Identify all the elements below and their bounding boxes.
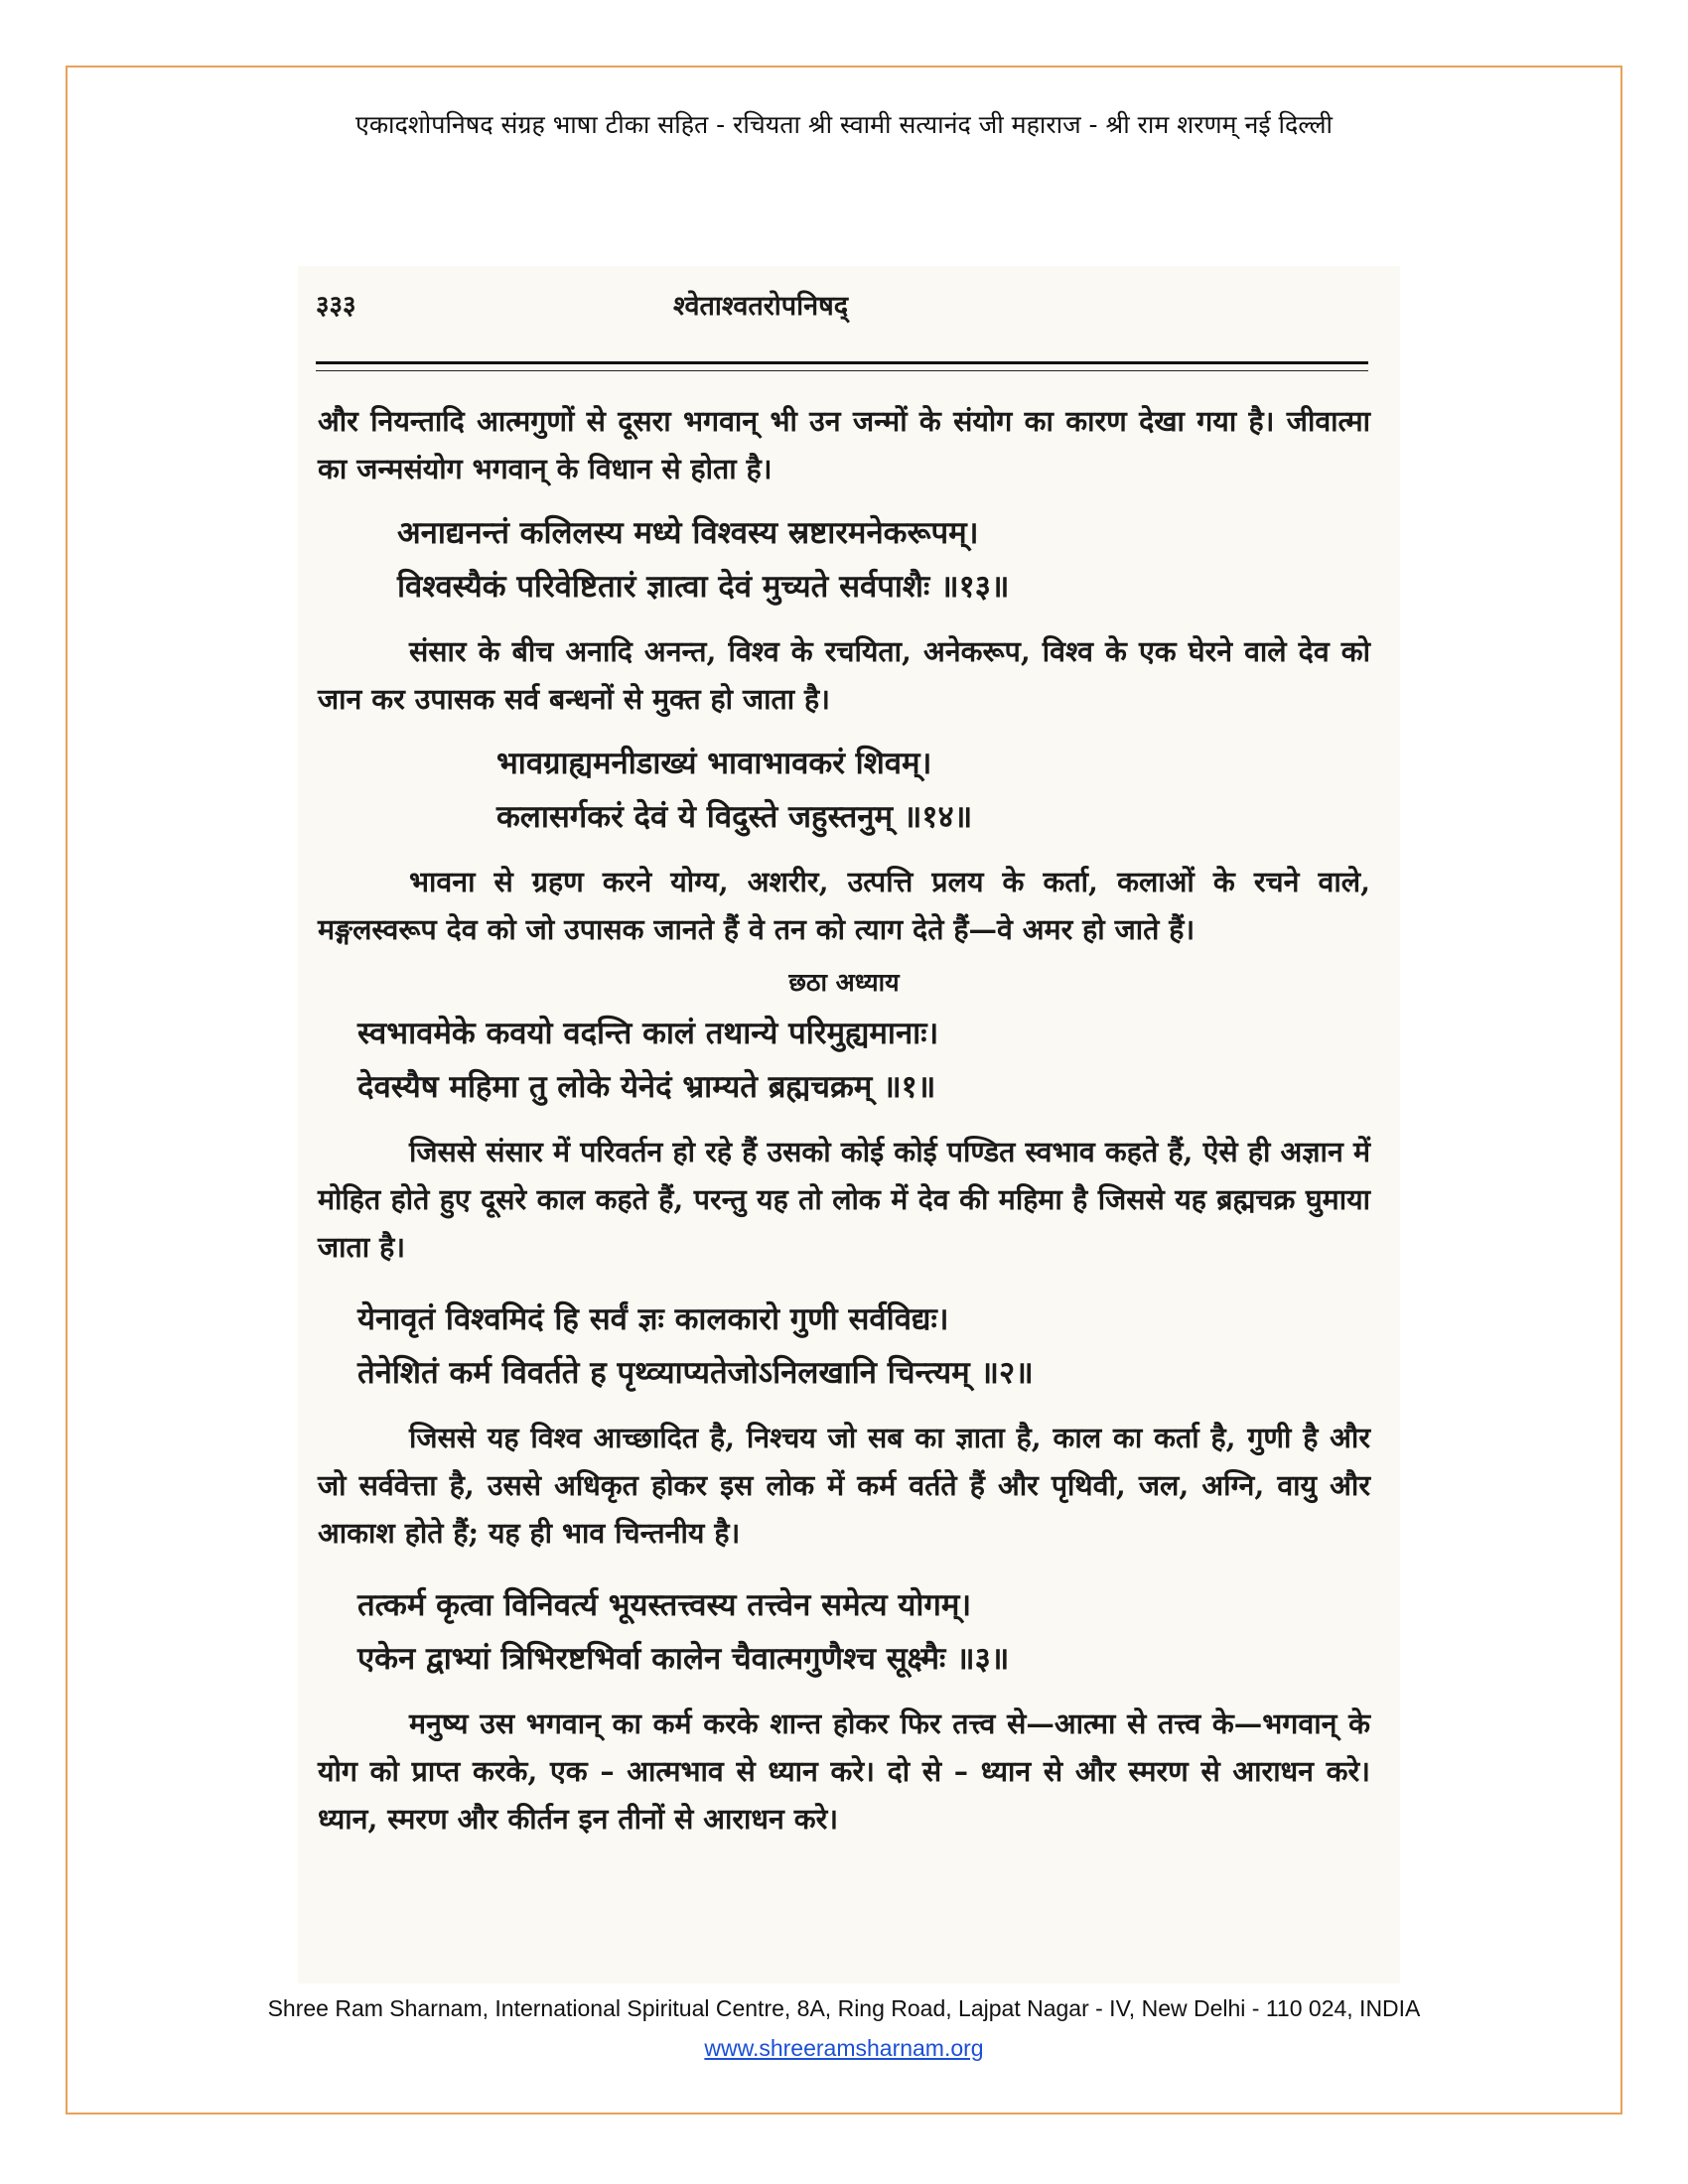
website-link[interactable]: www.shreeramsharnam.org [704,2035,984,2061]
heading-rule-thin [316,370,1368,371]
verse-line: तेनेशितं कर्म विवर्तते ह पृथ्व्याप्यतेजोऽनिलखानि चिन्त्यम् ॥२॥ [357,1355,1034,1391]
page-title: श्वेताश्वतरोपनिषद् [673,291,849,322]
verse-line: येनावृतं विश्वमिदं हि सर्वं ज्ञः कालकारो गुणी सर्वविद्यः। [357,1301,949,1337]
page-number: ३३३ [316,291,356,321]
page-heading [316,286,1368,326]
page-content [318,397,1370,1843]
chapter-heading: छठा अध्याय [788,968,900,997]
verse-line: तत्कर्म कृत्वा विनिवर्त्य भूयस्तत्त्वस्य तत्त्वेन समेत्य योगम्। [357,1587,972,1623]
commentary-paragraph: जिससे संसार में परिवर्तन हो रहे हैं उसको कोई कोई पण्डित स्वभाव कहते हैं, ऐसे ही अज्ञान में मोहित होते हुए दूसरे काल कहते हैं, परन्तु यह तो लोक में देव की महिमा है जिससे यह ब्रह्मचक्र घुमाया जाता है। [318,1135,1370,1264]
commentary-paragraph: जिससे यह विश्व आच्छादित है, निश्चय जो सब का ज्ञाता है, काल का कर्ता है, गुणी है और जो सर्ववेत्ता है, उससे अधिकृत होकर इस लोक में कर्म वर्तते हैं और पृथिवी, जल, अग्नि, वायु और आकाश होते हैं; यह ही भाव चिन्तनीय है। [318,1421,1370,1550]
verse-line: देवस्यैष महिमा तु लोके येनेदं भ्राम्यते ब्रह्मचक्रम् ॥१॥ [357,1069,936,1105]
document-header: एकादशोपनिषद संग्रह भाषा टीका सहित - रचियता श्री स्वामी सत्यानंद जी महाराज - श्री राम शरणम् नई दिल्ली [355,110,1333,139]
footer-address: Shree Ram Sharnam, International Spiritual Centre, 8A, Ring Road, Lajpat Nagar - IV, New Delhi - 110 024, INDIA [267,1995,1421,2021]
commentary-paragraph: संसार के बीच अनादि अनन्त, विश्व के रचयिता, अनेकरूप, विश्व के एक घेरने वाले देव को जान कर उपासक सर्व बन्धनों से मुक्त हो जाता है। [318,634,1370,716]
commentary-paragraph: और नियन्तादि आत्मगुणों से दूसरा भगवान् भी उन जन्मों के संयोग का कारण देखा गया है। जीवात्मा का जन्मसंयोग भगवान् के विधान से होता है। [318,404,1370,485]
verse-line: कलासर्गकरं देवं ये विदुस्ते जहुस्तनुम् ॥१४॥ [496,799,973,835]
verse-line: एकेन द्वाभ्यां त्रिभिरष्टभिर्वा कालेन चैवात्मगुणैश्च सूक्ष्मैः ॥३॥ [357,1641,1010,1677]
heading-rule-thick [316,361,1368,364]
verse-line: स्वभावमेके कवयो वदन्ति कालं तथान्ये परिमुह्यमानाः। [357,1016,939,1051]
commentary-paragraph: भावना से ग्रहण करने योग्य, अशरीर, उत्पत्ति प्रलय के कर्ता, कलाओं के रचने वाले, मङ्गलस्वरूप देव को जो उपासक जानते हैं वे तन को त्याग देते हैं—वे अमर हो जाते हैं। [318,865,1370,946]
commentary-paragraph: मनुष्य उस भगवान् का कर्म करके शान्त होकर फिर तत्त्व से—आत्मा से तत्त्व के—भगवान् के योग को प्राप्त करके, एक – आत्मभाव से ध्यान करे। दो से – ध्यान से और स्मरण से आराधन करे। ध्यान, स्मरण और कीर्तन इन तीनों से आराधन करे। [318,1706,1370,1836]
verse-line: अनाद्यनन्तं कलिलस्य मध्ये विश्वस्य स्रष्टारमनेकरूपम्। [397,515,979,551]
verse-line: भावग्राह्यमनीडाख्यं भावाभावकरं शिवम्। [496,746,932,781]
verse-line: विश्वस्यैकं परिवेष्टितारं ज्ञात्वा देवं मुच्यते सर्वपाशैः ॥१३॥ [397,569,1010,605]
